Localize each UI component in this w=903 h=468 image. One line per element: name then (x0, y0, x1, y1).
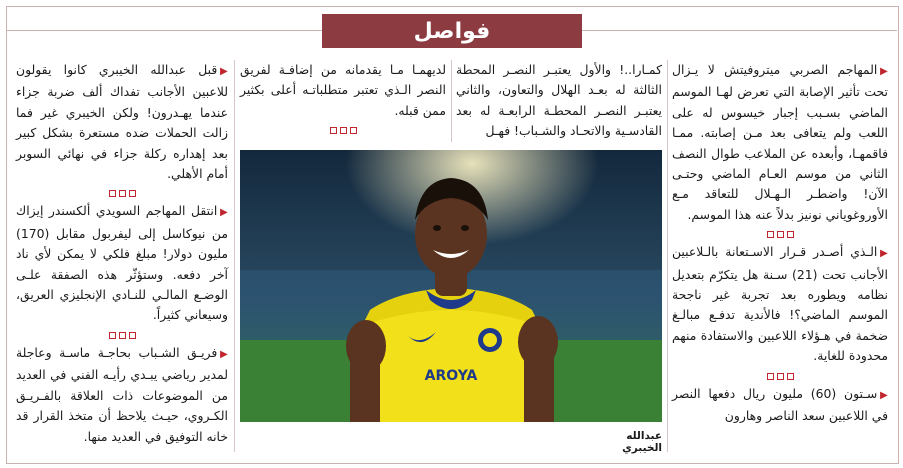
separator-squares (672, 373, 888, 380)
paragraph (672, 242, 888, 366)
separator-squares (16, 190, 228, 197)
paragraph-text: الـذي أصـدر قـرار الاسـتعانة بالـلاعبين الأجانب تحت (21) سـنة هل يتكرّم بتعديل نظامه ويطوره بعد تجربة غير ناجحة الموسم الماضي؟! فالأندية تدفـع مبالـغ ضخمة في هـؤلاء اللاعبين والاستفادة منهم محدودة للغاية. (672, 244, 888, 364)
paragraph-text: قبل عبدالله الخيبري كانوا يقولون للاعبين الأجانب تفداك ألف ضربة جزاء عندما يهـدرون! ولكن الخيبري غير فما زالت الحملات ضده مستعرة بشكل كبير بعد إهداره ركلة جزاء في نهائي السوبر أمام الأهلي. (16, 62, 228, 182)
paragraph-text: سـتون (60) مليون ريال دفعها النصر في اللاعبين سعد الناصر وهارون (672, 385, 888, 424)
paragraph-text: كمـارا..! والأول يعتبـر النصـر المحطة الثالثة له بعـد الهلال والتعاون، والثاني يعتبـر النصـر المحطـة الرابعـة له بعد القادسـية والاتحـاد والشـباب! فهـل (456, 62, 662, 139)
paragraph (16, 201, 228, 325)
photo-caption: عبدالله الخيبري (622, 430, 662, 454)
bullet-icon: ◀ (880, 248, 888, 260)
header-rule-right (582, 30, 897, 31)
bullet-icon: ◀ (220, 207, 228, 219)
column-right (672, 60, 888, 427)
paragraph-text: فريـق الشـباب بحاجـة ماسـة وعاجلة لمدير رياضي يبـدي رأيـه الفني في العديد من الموضوعات ذات العلاقة بالفـريـق الكـروي، حيـث يلاحظ أن متخذ القرار قد خانه التوفيق في العديد منها. (16, 344, 228, 444)
bullet-icon: ◀ (880, 389, 888, 401)
column-center-left (240, 60, 446, 138)
column-divider (451, 60, 452, 142)
bullet-icon: ◀ (220, 348, 228, 360)
section-title: فواصل (322, 14, 582, 48)
paragraph (16, 60, 228, 184)
paragraph-text: المهاجم الصربي ميتروفيتش لا يـزال تحت تأثير الإصابة التي تعرض لهـا الموسم الماضي بسـبب إجبار خيسوس له على اللعب ولم يتعافى بعد مـن إصابته. ممـا فاقمهـا، وأبعده عن الملاعب طوال النصف الثاني من موسم العـام الماضي وحتـى الآن! واضطـر الـهـلال للتعاقد مـع الأوروغوياني نونيز بدلاً عنه هذا الموسم. (672, 62, 888, 222)
separator-squares (16, 332, 228, 339)
paragraph-text: انتقل المهاجم السويدي ألكسندر إيزاك من نيوكاسل إلى ليفربول مقابل (170) مليون دولار! مبلغ فلكي لا يمكن لأي ناد آخر دفعه. وستؤثّر هذه الصفقة علـى الوضـع المالـي للنـادي الإنجليزي العريق، وسيعاني كثيراً. (16, 203, 228, 323)
bullet-icon: ◀ (880, 66, 888, 77)
paragraph-text: لديهمـا مـا يقدمانه من إضافـة لفريق النصر الـذي تعتبر متطلباتـه أعلى بكثير ممن قبله. (240, 62, 446, 118)
paragraph (672, 60, 888, 225)
shirt-sponsor-text: AROYA (424, 368, 478, 384)
bullet-icon: ◀ (220, 66, 228, 77)
paragraph (672, 384, 888, 427)
column-center-right (456, 60, 662, 142)
player-photo (240, 150, 662, 422)
column-left (16, 60, 228, 447)
header-rule-left (6, 30, 322, 31)
column-divider (234, 60, 235, 452)
separator-squares (240, 127, 446, 134)
column-divider (667, 60, 668, 452)
separator-squares (672, 231, 888, 238)
paragraph (16, 343, 228, 447)
player-illustration (240, 150, 662, 422)
